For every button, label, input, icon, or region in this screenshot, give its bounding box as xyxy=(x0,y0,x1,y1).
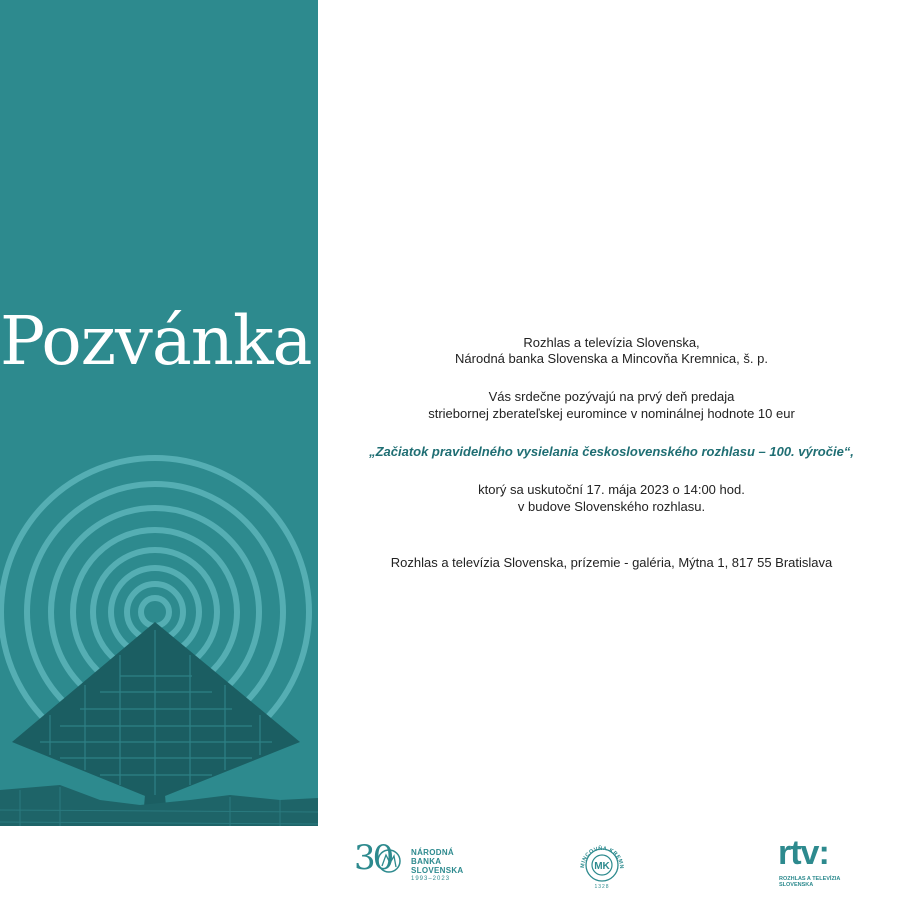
nbs-anniversary-number: 30 xyxy=(354,838,392,878)
invite-line-1: Vás srdečne pozývajú na prvý deň predaja xyxy=(488,389,735,404)
rtv-name-line-2: SLOVENSKA xyxy=(779,882,814,888)
venue-address: Rozhlas a televízia Slovenska, prízemie - galéria, Mýtna 1, 817 55 Bratislava xyxy=(390,555,833,570)
nbs-years: 1993–2023 xyxy=(411,876,451,882)
nbs-emblem-icon xyxy=(376,846,402,876)
coin-title: „Začiatok pravidelného vysielania československého rozhlasu – 100. výročie“, xyxy=(369,444,854,459)
event-line-2: v budove Slovenského rozhlasu. xyxy=(517,499,706,514)
invite-line-2: striebornej zberateľskej euromince v nominálnej hodnote 10 eur xyxy=(428,406,795,421)
nbs-logo xyxy=(354,840,474,884)
radio-building-illustration xyxy=(0,0,318,901)
mk-monogram: MK xyxy=(594,861,610,872)
rtv-logo xyxy=(778,834,868,890)
nbs-name-line-3: SLOVENSKA xyxy=(411,866,464,875)
left-decorative-panel xyxy=(0,0,318,901)
rtv-wordmark: rtv: xyxy=(778,834,829,872)
hosts-line-1: Rozhlas a televízia Slovenska, xyxy=(523,335,700,350)
hosts-line-2: Národná banka Slovenska a Mincovňa Kremnica, š. p. xyxy=(455,351,768,366)
rtv-name-line-1: ROZHLAS A TELEVÍZIA xyxy=(779,876,841,882)
nbs-name-line-2: BANKA xyxy=(411,857,442,866)
mincovna-kremnica-logo xyxy=(576,838,628,890)
invitation-text xyxy=(318,0,905,901)
mk-ring-text: MINCOVŇA KREMN xyxy=(579,845,625,870)
nbs-name-line-1: NÁRODNÁ xyxy=(411,848,454,857)
mk-seal-icon xyxy=(576,838,628,890)
event-line-1: ktorý sa uskutoční 17. mája 2023 o 14:00 hod. xyxy=(478,482,745,497)
mk-year: 1328 xyxy=(594,884,610,890)
partner-logos xyxy=(318,830,905,901)
page-title: Pozvánka xyxy=(0,302,312,380)
